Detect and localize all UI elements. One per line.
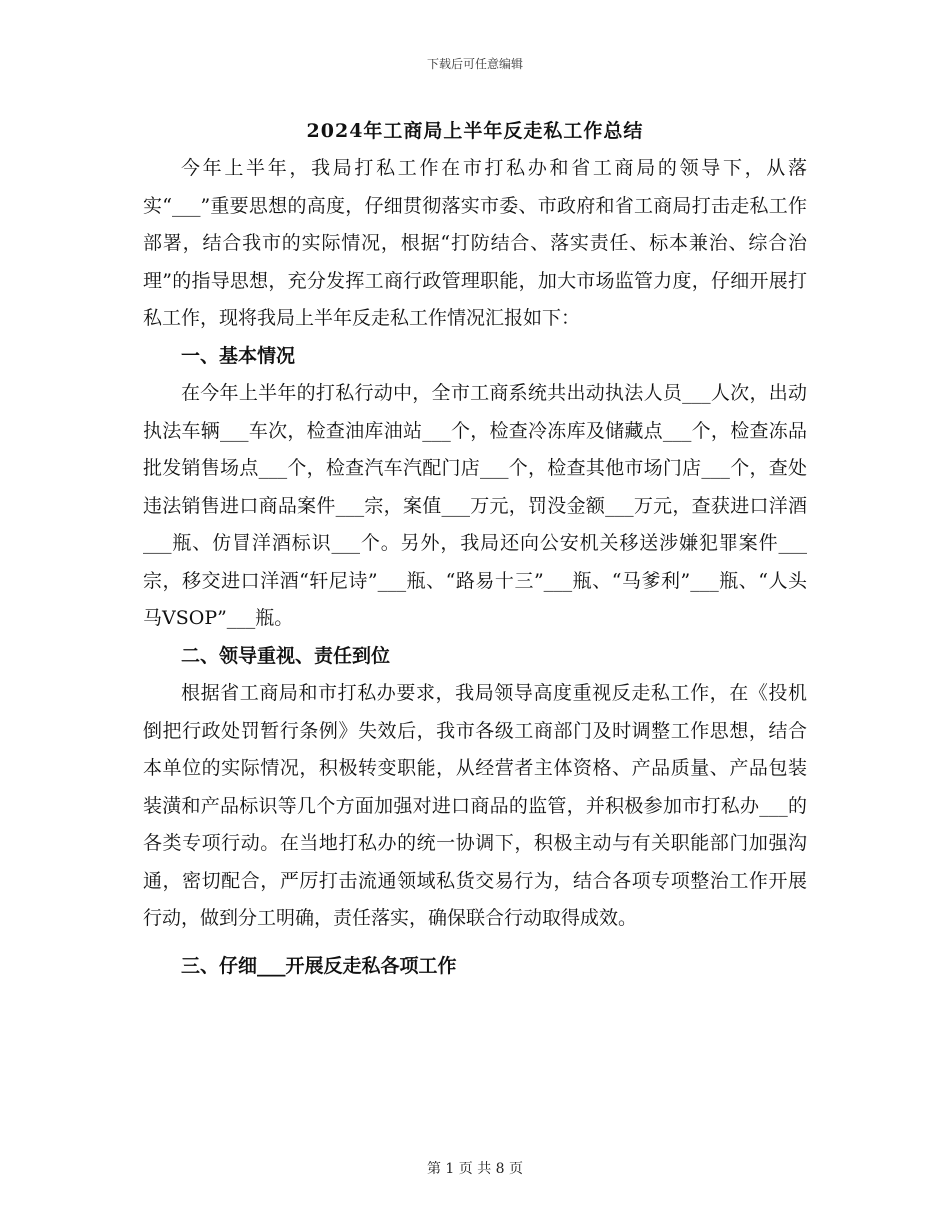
section-heading-leadership: 二、领导重视、责任到位 bbox=[181, 644, 391, 667]
section-heading-basic-situation: 一、基本情况 bbox=[181, 344, 296, 367]
section-body-basic-situation: 在今年上半年的打私行动中，全市工商系统共出动执法人员___人次，出动执法车辆___车次，检查油库油站___个，检查冷冻库及储藏点___个，检查冻品批发销售场点___个，检查汽车汽配门店___个，检查其他市场门店___个，查处违法销售进口商品案件___宗，案值___万元，罚没金额___万元，查获进口洋酒___瓶、仿冒洋酒标识___个。另外，我局还向公安机关移送涉嫌犯罪案件___宗，移交进口洋酒“轩尼诗”___瓶、“路易十三”___瓶、“马爹利”___瓶、“人头马VSOP”___瓶。 bbox=[143, 382, 807, 629]
intro-paragraph: 今年上半年，我局打私工作在市打私办和省工商局的领导下，从落实“___”重要思想的高度，仔细贯彻落实市委、市政府和省工商局打击走私工作部署，结合我市的实际情况，根据“打防结合、落实责任、标本兼治、综合治理”的指导思想，充分发挥工商行政管理职能，加大市场监管力度，仔细开展打私工作，现将我局上半年反走私工作情况汇报如下： bbox=[143, 157, 807, 329]
page-number: 第 1 页 共 8 页 bbox=[426, 1161, 524, 1177]
document-title: 2024年工商局上半年反走私工作总结 bbox=[306, 120, 644, 142]
header-note: 下载后可任意编辑 bbox=[426, 57, 523, 71]
section-heading-work: 三、仔细___开展反走私各项工作 bbox=[181, 954, 457, 977]
document-body bbox=[143, 150, 807, 985]
section-body-leadership: 根据省工商局和市打私办要求，我局领导高度重视反走私工作，在《投机倒把行政处罚暂行条例》失效后，我市各级工商部门及时调整工作思想，结合本单位的实际情况，积极转变职能，从经营者主体资格、产品质量、产品包装装潢和产品标识等几个方面加强对进口商品的监管，并积极参加市打私办___的各类专项行动。在当地打私办的统一协调下，积极主动与有关职能部门加强沟通，密切配合，严厉打击流通领域私货交易行为，结合各项专项整治工作开展行动，做到分工明确，责任落实，确保联合行动取得成效。 bbox=[143, 682, 807, 929]
